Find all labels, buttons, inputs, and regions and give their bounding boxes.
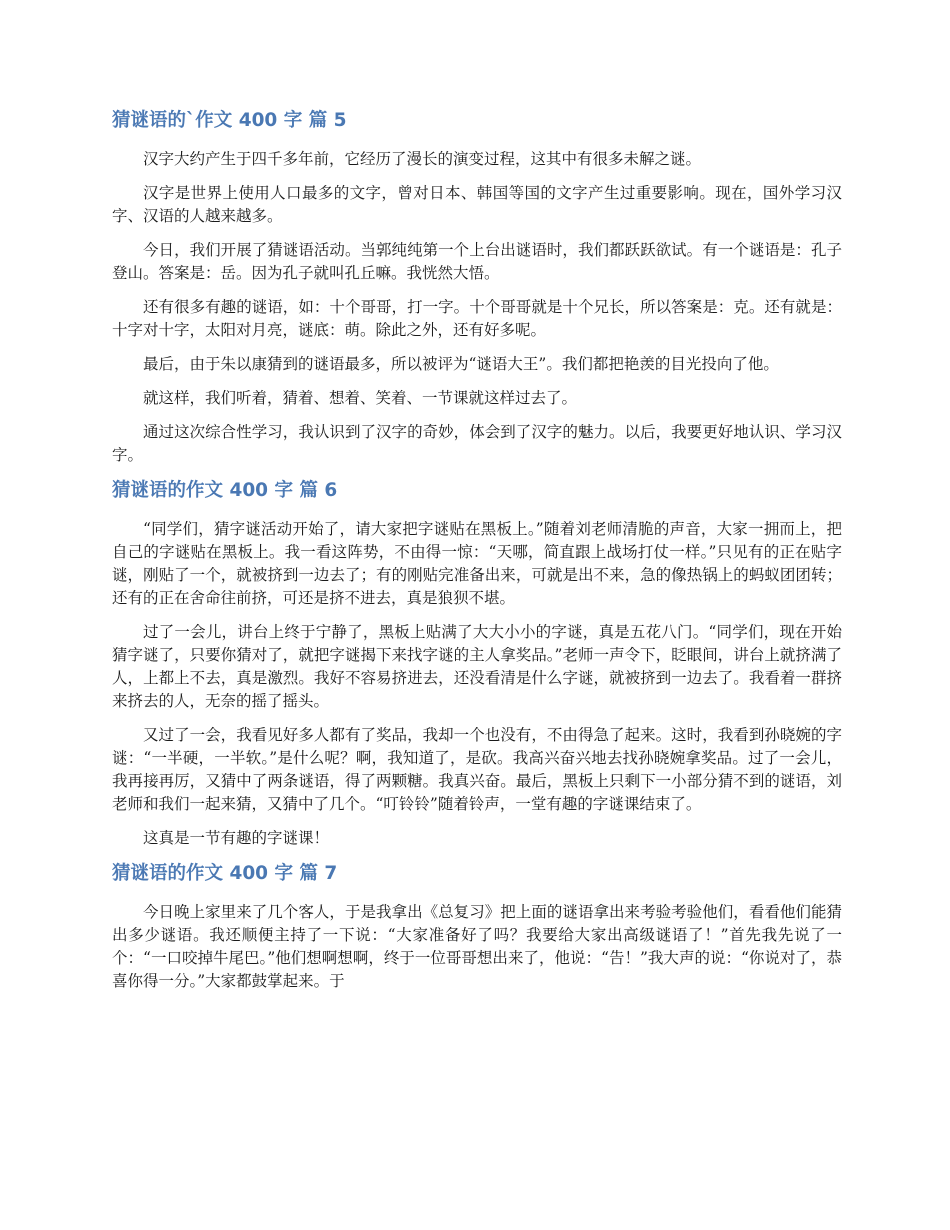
section-title: 猜谜语的作文 400 字 篇 7 (112, 863, 338, 884)
section-title: 猜谜语的`作文 400 字 篇 5 (112, 110, 347, 131)
paragraph: 过了一会儿，讲台上终于宁静了，黑板上贴满了大大小小的字谜，真是五花八门。“同学们，现在开始猜字谜了，只要你猜对了，就把字谜揭下来找字谜的主人拿奖品。”老师一声令下，眨眼间，讲台上就挤满了人，上都上不去，真是激烈。我好不容易挤进去，还没看清是什么字谜，就被挤到一边去了。我看着一群挤来挤去的人，无奈的摇了摇头。 (112, 623, 842, 710)
paragraph: 今日，我们开展了猜谜语活动。当郭纯纯第一个上台出谜语时，我们都跃跃欲试。有一个谜语是：孔子登山。答案是：岳。因为孔子就叫孔丘嘛。我恍然大悟。 (112, 241, 842, 282)
section-6 (112, 478, 842, 850)
section-7 (112, 861, 842, 993)
paragraph: 汉字是世界上使用人口最多的文字，曾对日本、韩国等国的文字产生过重要影响。现在，国外学习汉字、汉语的人越来越多。 (112, 184, 842, 225)
paragraph: 又过了一会，我看见好多人都有了奖品，我却一个也没有，不由得急了起来。这时，我看到孙晓婉的字谜：“一半硬，一半软。”是什么呢？啊，我知道了，是砍。我高兴奋兴地去找孙晓婉拿奖品。过了一会儿，我再接再厉，又猜中了两条谜语，得了两颗糖。我真兴奋。最后，黑板上只剩下一小部分猜不到的谜语，刘老师和我们一起来猜，又猜中了几个。“叮铃铃”随着铃声，一堂有趣的字谜课结束了。 (112, 726, 842, 813)
section-5 (112, 108, 842, 467)
paragraph: 最后，由于朱以康猜到的谜语最多，所以被评为“谜语大王”。我们都把艳羡的目光投向了他。 (143, 355, 779, 373)
paragraph: 就这样，我们听着，猜着、想着、笑着、一节课就这样过去了。 (143, 389, 578, 407)
section-title: 猜谜语的作文 400 字 篇 6 (112, 480, 338, 501)
document-page (112, 108, 842, 1004)
paragraph: 今日晚上家里来了几个客人，于是我拿出《总复习》把上面的谜语拿出来考验考验他们，看看他们能猜出多少谜语。我还顺便主持了一下说：“大家准备好了吗？我要给大家出高级谜语了！”首先我先说了一个：“一口咬掉牛尾巴。”他们想啊想啊，终于一位哥哥想出来了，他说：“告！”我大声的说：“你说对了，恭喜你得一分。”大家都鼓掌起来。于 (112, 903, 842, 990)
paragraph: 通过这次综合性学习，我认识到了汉字的奇妙，体会到了汉字的魅力。以后，我要更好地认识、学习汉字。 (112, 423, 842, 464)
paragraph: 这真是一节有趣的字谜课！ (143, 829, 330, 847)
paragraph: 汉字大约产生于四千多年前，它经历了漫长的演变过程，这其中有很多未解之谜。 (143, 150, 702, 168)
paragraph: 还有很多有趣的谜语，如：十个哥哥，打一字。十个哥哥就是十个兄长，所以答案是：克。还有就是：十字对十字，太阳对月亮，谜底：萌。除此之外，还有好多呢。 (112, 298, 842, 339)
paragraph: “同学们，猜字谜活动开始了，请大家把字谜贴在黑板上。”随着刘老师清脆的声音，大家一拥而上，把自己的字谜贴在黑板上。我一看这阵势，不由得一惊：“天哪，简直跟上战场打仗一样。”只见有的正在贴字谜，刚贴了一个，就被挤到一边去了；有的刚贴完准备出来，可就是出不来，急的像热锅上的蚂蚁团团转；还有的正在舍命往前挤，可还是挤不进去，真是狼狈不堪。 (112, 520, 842, 607)
